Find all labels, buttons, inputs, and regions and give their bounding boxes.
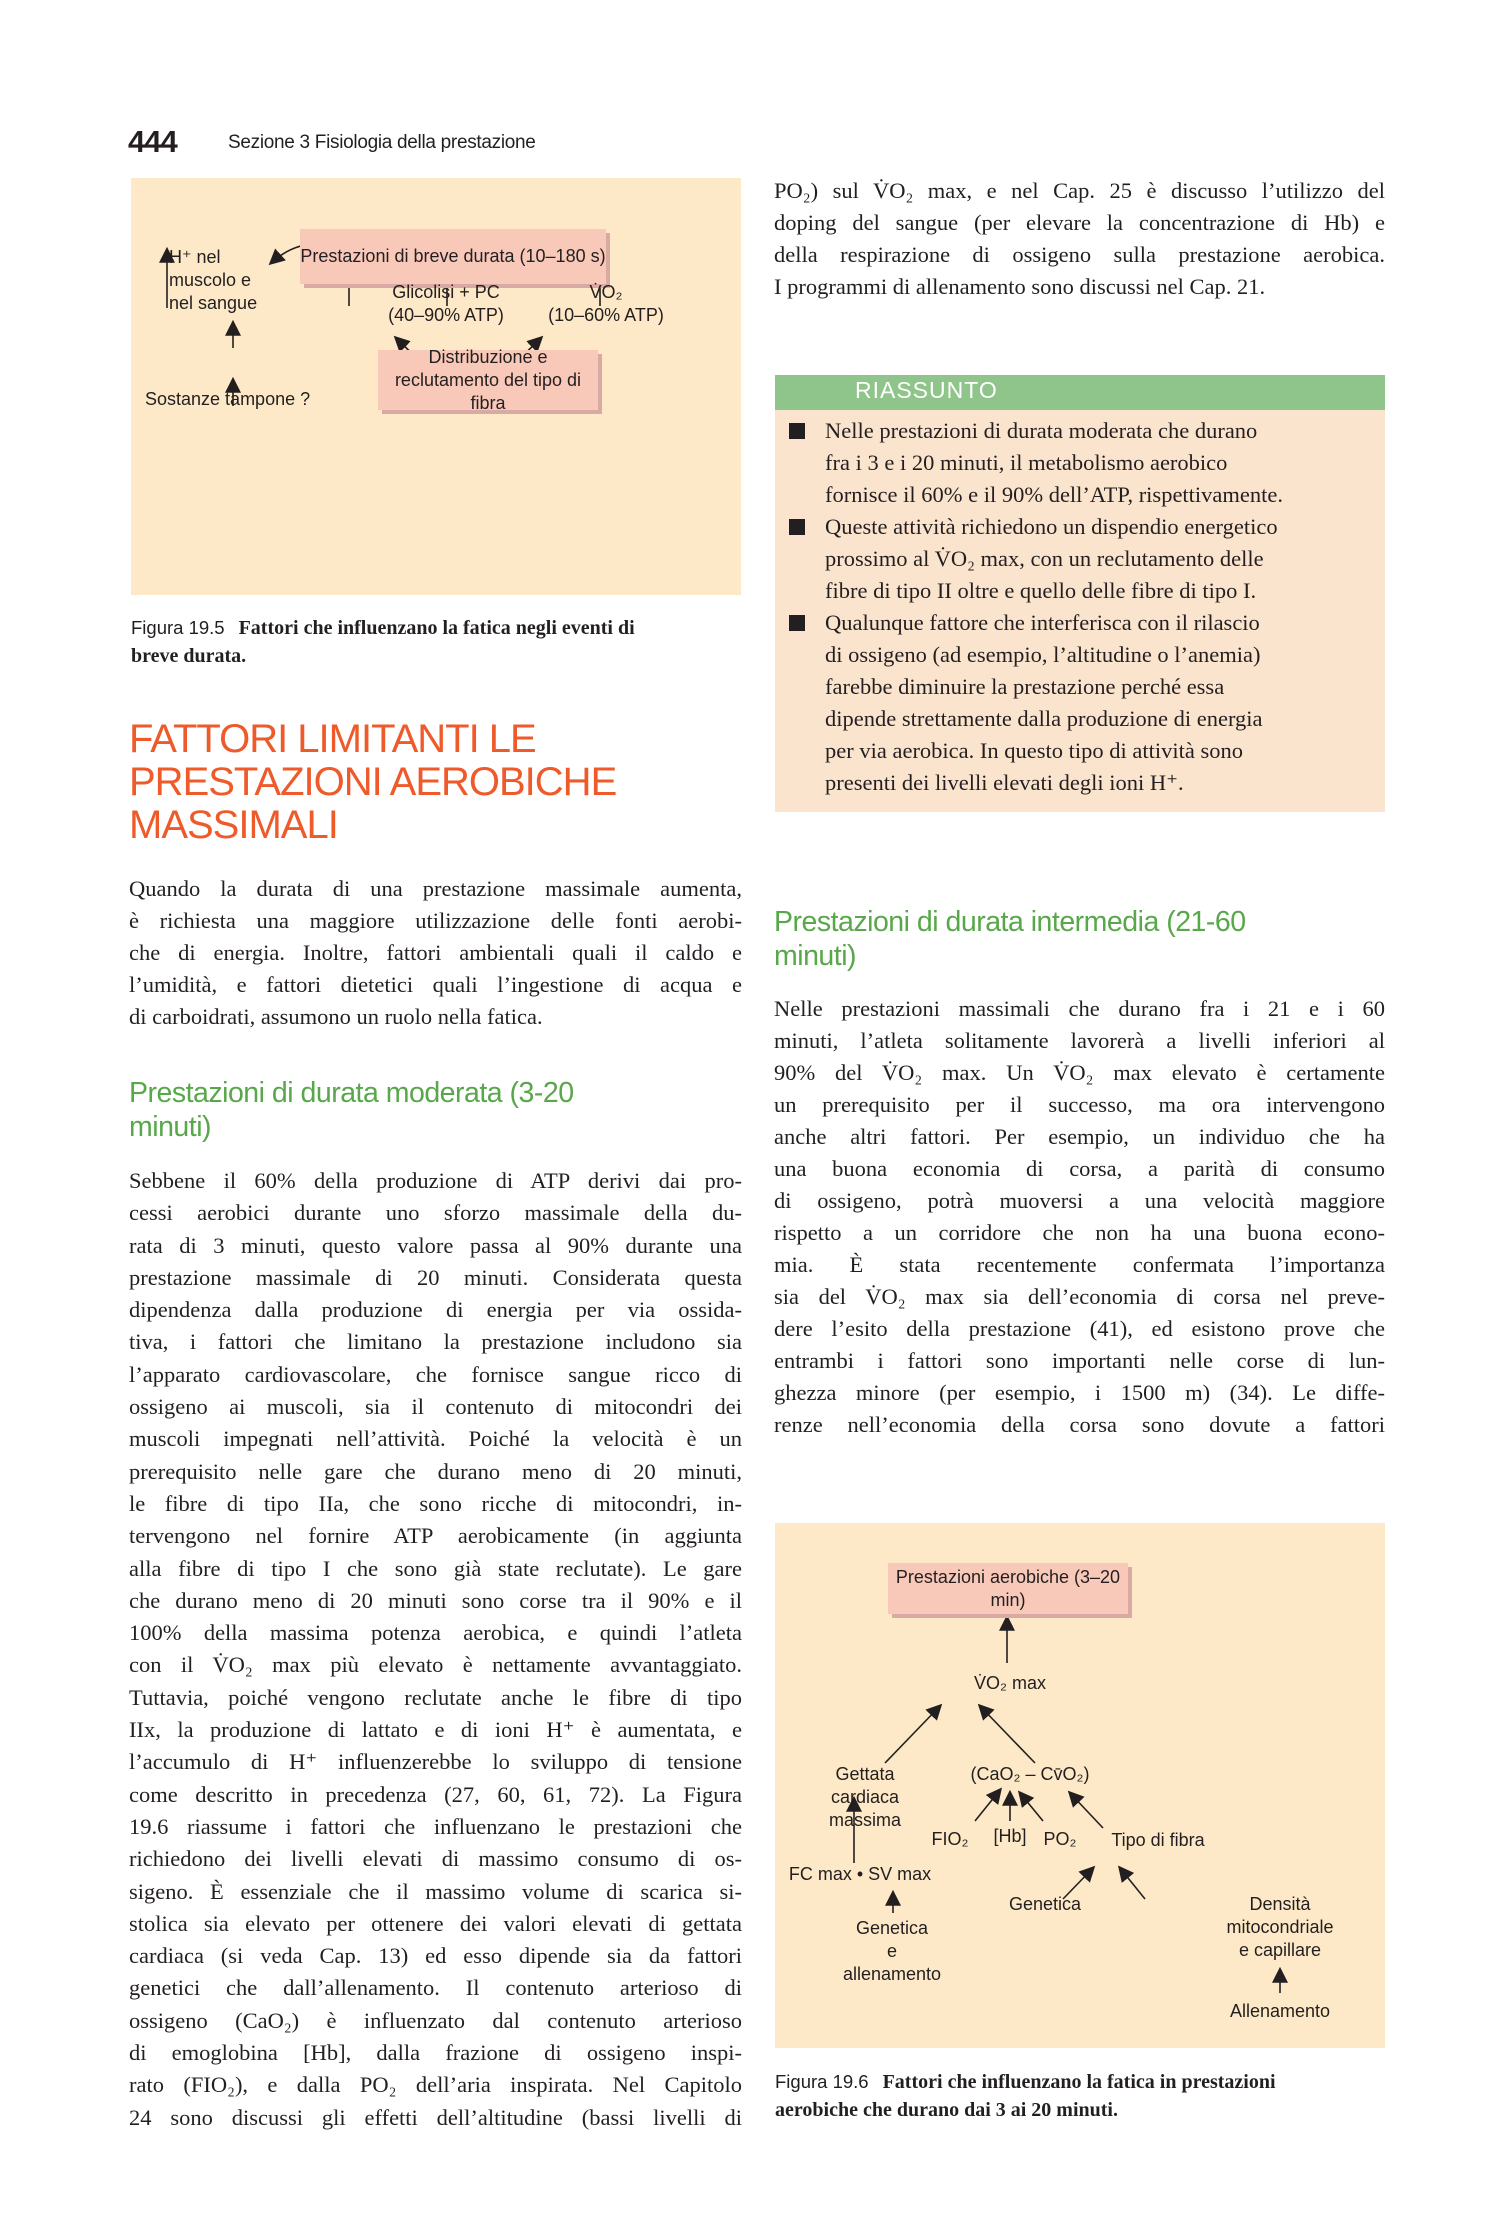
- text-line: alla fibre di tipo I che sono già state reclutate). Le gare: [129, 1555, 742, 1581]
- square-bullet-icon: [789, 615, 805, 631]
- text-line: ossigeno (CaO₂) è influenzato dal contenuto arterioso: [129, 2007, 742, 2033]
- text-line: rata di 3 minuti, questo valore passa al 90% durante una: [129, 1232, 742, 1258]
- text-line: mia. È stata recentemente confermata l’importanza: [774, 1252, 1385, 1277]
- fig6-fio2-label: FIO₂: [931, 1829, 969, 1849]
- text-line: muscoli impegnati nell’attività. Poiché la velocità è un: [129, 1426, 742, 1452]
- figure-19-5-caption: [131, 614, 743, 670]
- text-line: 19.6 riassume i fattori che influenzano le prestazioni che: [129, 1813, 742, 1839]
- fig6-hr-sv-label: FC max • SV max: [788, 1864, 932, 1884]
- text-line: stolica sia elevato per ottenere dei valori elevati di gettata: [129, 1910, 742, 1936]
- figure-19-6: [775, 1523, 1385, 2048]
- intro-paragraph: Quando la durata di una prestazione massimale aumenta, è richiesta una maggiore utilizzazione delle fonti aerobi- che di energia. Inoltre, fattori ambientali quali il caldo e l’umidità, e fattori dietetici quali l’ingestione di acqua e di carboidrati, assumono un ruolo nella fatica.: [129, 876, 742, 1029]
- text-line: ossigeno ai muscoli, sia il contenuto di mitocondri dei: [129, 1394, 742, 1420]
- text-line: dipendenza dalla produzione di energia per via ossida-: [129, 1297, 742, 1323]
- fig6-training-label: Allenamento: [1229, 2001, 1331, 2021]
- fig6-density-label: Densità mitocondriale e capillare: [1226, 1894, 1334, 1960]
- text-line: che durano meno di 20 minuti sono corse tra il 90% e il: [129, 1587, 742, 1613]
- fig5-buffer-label: Sostanze tampone ?: [145, 389, 311, 409]
- fig5-vo2-label: V̇O₂ (10–60% ATP): [548, 282, 664, 325]
- text-line: come descritto in precedenza (27, 60, 61, 72). La Figura: [129, 1781, 742, 1807]
- text-line: Sebbene il 60% della produzione di ATP derivi dai pro-: [129, 1168, 742, 1193]
- fig6-genetics-training-label: Genetica e allenamento: [842, 1918, 942, 1984]
- figure-19-5: [131, 178, 741, 595]
- caption-text: Fattori che influenzano la fatica negli eventi di: [238, 617, 635, 639]
- subheading-intermediate-duration: Prestazioni di durata intermedia (21-60 minuti): [774, 906, 1246, 972]
- text-line: 100% della massima potenza aerobica, e quindi l’atleta: [129, 1620, 742, 1646]
- text-line: di ossigeno, potrà muoversi a una velocità maggiore: [774, 1188, 1385, 1213]
- text-line: tiva, i fattori che limitano la prestazione includono sia: [129, 1329, 742, 1355]
- fig6-vo2max-label: V̇O₂ max: [974, 1673, 1046, 1693]
- text-line: anche altri fattori. Per esempio, un individuo che ha: [774, 1124, 1385, 1149]
- fig6-genetics-label: Genetica: [1008, 1894, 1082, 1914]
- fig6-cao2-label: (CaO₂ – Cv̄O₂): [970, 1764, 1090, 1784]
- text-line: genetici che dall’allenamento. Il contenuto arterioso di: [129, 1975, 742, 2001]
- text-line: dere l’esito della prestazione (41), ed esistono prove che: [774, 1316, 1385, 1341]
- text-line: Tuttavia, poiché vengono reclutate anche le fibre di tipo: [129, 1684, 742, 1710]
- text-line: rispetto a un corridore che non ha una buona econo-: [774, 1220, 1385, 1245]
- text-line: IIx, la produzione di lattato e di ioni H⁺ è aumentata, e: [129, 1717, 742, 1743]
- text-line: un prerequisito per il successo, ma ora intervengono: [774, 1092, 1385, 1117]
- text-line: cessi aerobici durante uno sforzo massimale della du-: [129, 1200, 742, 1226]
- text-line: renze nell’economia della corsa sono dovute a fattori: [774, 1412, 1385, 1437]
- text-line: 24 sono discussi gli effetti dell’altitudine (bassi livelli di: [129, 2104, 742, 2130]
- caption-text: aerobiche che durano dai 3 ai 20 minuti.: [775, 2099, 1118, 2121]
- caption-label: Figura 19.6: [775, 2071, 869, 2092]
- text-line: di emoglobina [Hb], dalla frazione di ossigeno inspi-: [129, 2040, 742, 2066]
- summary-box: RIASSUNTO Nelle prestazioni di durata moderata che durano fra i 3 e i 20 minuti, il metabolismo aerobico fornisce il 60% e il 90% dell’ATP, rispettivamente. Queste attività richiedono un dispendio energetico prossimo al V̇O₂ max, con un reclutamento delle fibre di tipo II oltre e quello delle fibre di tipo I. Qualunque fattore che interferisca con il rilascio di ossigeno (ad esempio, l’altitudine o l’anemia) farebbe diminuire la prestazione perché essa dipende strettamente dalla produzione di energia per via aerobica. In questo tipo di attività sono presenti dei livelli elevati degli ioni H⁺.: [775, 375, 1385, 812]
- text-line: prestazione massimale di 20 minuti. Considerata questa: [129, 1264, 742, 1290]
- caption-text: Fattori che influenzano la fatica in prestazioni: [882, 2071, 1276, 2093]
- square-bullet-icon: [789, 519, 805, 535]
- text-line: rato (FIO₂), e dalla PO₂ dell’aria inspirata. Nel Capitolo: [129, 2072, 742, 2098]
- text-line: entrambi i fattori sono importanti nelle corse di lun-: [774, 1348, 1385, 1373]
- subheading-moderate-duration: Prestazioni di durata moderata (3-20 minuti): [129, 1077, 574, 1143]
- fig5-short-duration-box: Prestazioni di breve durata (10–180 s): [300, 229, 606, 284]
- fig6-aerobic-performance-box: Prestazioni aerobiche (3–20 min): [888, 1563, 1128, 1614]
- square-bullet-icon: [789, 423, 805, 439]
- text-line: tervengono nel fornire ATP aerobicamente (in aggiunta: [129, 1523, 742, 1549]
- moderate-paragraph: [129, 1165, 742, 2134]
- summary-title: RIASSUNTO: [855, 377, 998, 403]
- fig5-glycolysis-label: Glicolisi + PC (40–90% ATP): [388, 282, 504, 325]
- text-line: sia del V̇O₂ max sia dell’economia di corsa nel preve-: [774, 1284, 1385, 1309]
- right-top-paragraph: PO₂) sul V̇O₂ max, e nel Cap. 25 è discusso l’utilizzo del doping del sangue (per elevare la concentrazione di Hb) e della respirazione di ossigeno sulla prestazione aerobica. I programmi di allenamento sono discussi nel Cap. 21.: [774, 178, 1385, 299]
- text-line: l’apparato cardiovascolare, che fornisce sangue ricco di: [129, 1361, 742, 1387]
- text-line: prerequisito nelle gare che durano meno di 20 minuti,: [129, 1458, 742, 1484]
- text-line: l’accumulo di H⁺ influenzerebbe lo sviluppo di tensione: [129, 1749, 742, 1775]
- text-line: cardiaca (si veda Cap. 13) ed esso dipende sia da fattori: [129, 1943, 742, 1969]
- text-line: sigeno. È essenziale che il massimo volume di scarica si-: [129, 1878, 742, 1904]
- main-heading: FATTORI LIMITANTI LE PRESTAZIONI AEROBICHE MASSIMALI: [129, 717, 617, 847]
- caption-text: breve durata.: [131, 645, 247, 667]
- text-line: una buona economia di corsa, a parità di consumo: [774, 1156, 1385, 1181]
- text-line: le fibre di tipo IIa, che sono ricche di mitocondri, in-: [129, 1490, 742, 1516]
- fig5-fiber-distribution-box: Distribuzione e reclutamento del tipo di fibra: [378, 350, 598, 410]
- fig6-cardiac-output-label: Gettata cardiaca massima: [828, 1764, 901, 1830]
- fig6-po2-label: PO₂: [1043, 1829, 1077, 1849]
- text-line: 90% del V̇O₂ max. Un V̇O₂ max elevato è certamente: [774, 1060, 1385, 1085]
- text-line: richiedono dei livelli elevati di massimo consumo di os-: [129, 1846, 742, 1872]
- fig6-hb-label: [Hb]: [993, 1826, 1027, 1846]
- figure-19-6-caption: [775, 2068, 1387, 2124]
- section-label: Sezione 3 Fisiologia della prestazione: [228, 132, 536, 153]
- text-line: minuti, l’atleta solitamente lavorerà a livelli inferiori al: [774, 1028, 1385, 1053]
- text-line: Nelle prestazioni massimali che durano fra i 21 e i 60: [774, 996, 1385, 1021]
- running-header: [128, 124, 728, 164]
- fig5-h-ion-label: H⁺ nel muscolo e nel sangue: [169, 247, 258, 313]
- summary-title-bar: [775, 375, 1385, 410]
- intermediate-paragraph: [774, 993, 1385, 1441]
- text-line: ghezza minore (per esempio, i 1500 m) (34). Le diffe-: [774, 1380, 1385, 1405]
- caption-label: Figura 19.5: [131, 617, 225, 638]
- text-line: con il V̇O₂ max più elevato è nettamente avvantaggiato.: [129, 1652, 742, 1678]
- page-number: 444: [128, 124, 177, 159]
- fig6-fiber-type-label: Tipo di fibra: [1111, 1830, 1205, 1850]
